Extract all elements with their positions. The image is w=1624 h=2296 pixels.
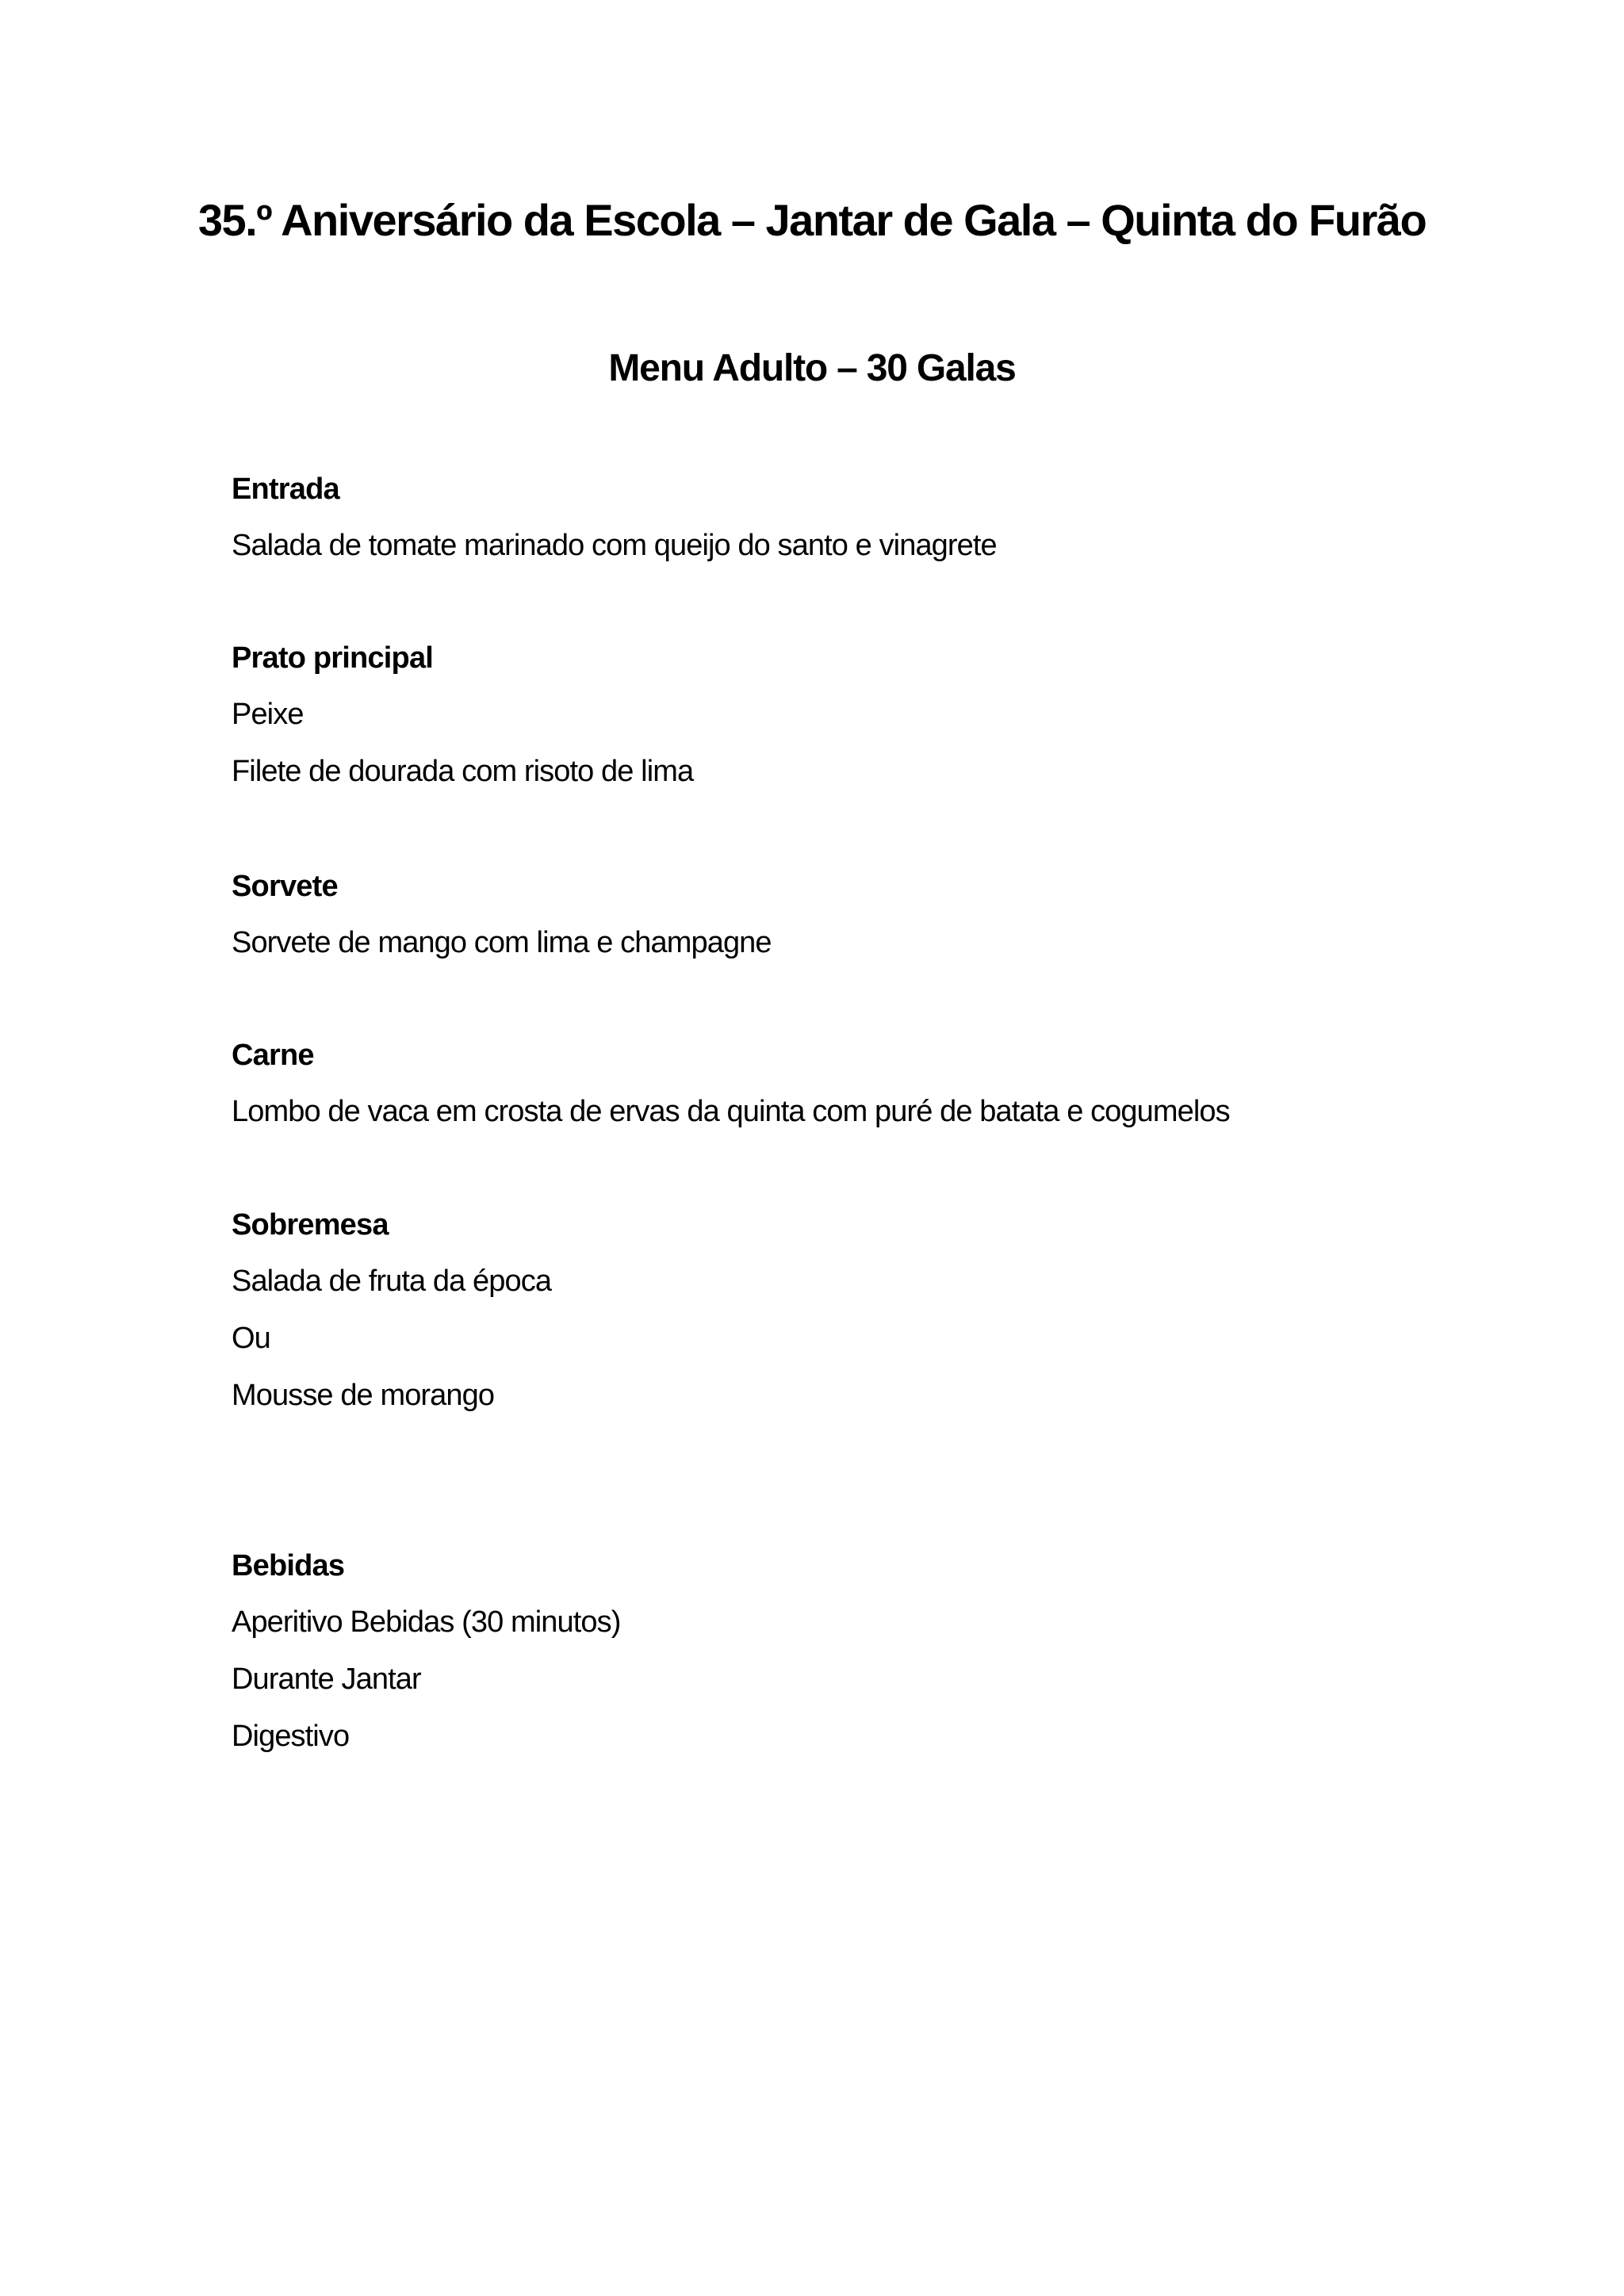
menu-section-sobremesa: [232, 1197, 1500, 1424]
menu-item: Salada de fruta da época: [232, 1265, 552, 1298]
menu-item: Digestivo: [232, 1720, 350, 1753]
section-heading: Carne: [232, 1039, 314, 1072]
section-heading: Sobremesa: [232, 1208, 389, 1242]
section-heading: Prato principal: [232, 641, 434, 675]
menu-item: Peixe: [232, 698, 304, 731]
page-subtitle: Menu Adulto – 30 Galas: [608, 347, 1016, 389]
section-heading: Entrada: [232, 473, 339, 506]
page-title: 35.º Aniversário da Escola – Jantar de Gala – Quinta do Furão: [197, 195, 1427, 245]
menu-item: Mousse de morango: [232, 1379, 495, 1412]
menu-item: Lombo de vaca em crosta de ervas da quinta com puré de batata e cogumelos: [232, 1095, 1230, 1128]
menu-section-carne: [232, 1027, 1500, 1140]
section-heading: Bebidas: [232, 1549, 345, 1582]
menu-section-sorvete: [232, 859, 1500, 971]
menu-item: Filete de dourada com risoto de lima: [232, 755, 694, 788]
section-heading: Sorvete: [232, 870, 338, 903]
menu-section-entrada: [232, 461, 1500, 574]
menu-item: Sorvete de mango com lima e champagne: [232, 926, 772, 959]
menu-item: Aperitivo Bebidas (30 minutos): [232, 1605, 621, 1639]
menu-item: Salada de tomate marinado com queijo do santo e vinagrete: [232, 529, 997, 562]
menu-item: Durante Jantar: [232, 1663, 421, 1696]
menu-item: Ou: [232, 1322, 270, 1355]
menu-section-bebidas: [232, 1538, 1500, 1765]
menu-section-prato-principal: [232, 630, 1500, 800]
